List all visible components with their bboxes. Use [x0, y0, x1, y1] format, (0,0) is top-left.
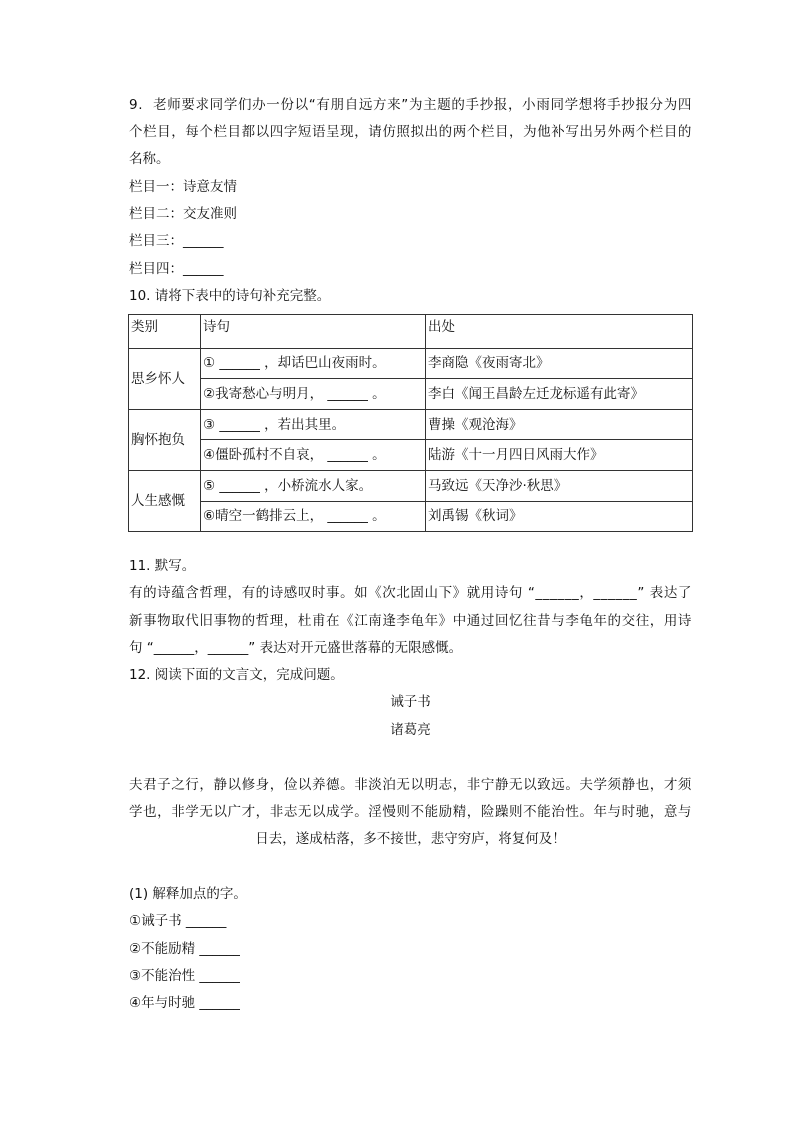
q11-line-1: 有的诗蕴含哲理，有的诗感叹时事。如《次北固山下》就用诗句 “______，______” 表达了 — [129, 585, 692, 601]
source-cell: 李商隐《夜雨寄北》 — [426, 348, 693, 379]
classical-text-author: 诸葛亮 — [390, 722, 431, 738]
q9-column-3-blank[interactable]: 栏目三：______ — [129, 233, 224, 249]
poem-line-cell[interactable]: ②我寄愁心与明月， ______ 。 — [201, 379, 426, 410]
q9-line-2: 个栏目，每个栏目都以四字短语呈现，请仿照拟出的两个栏目，为他补写出另外两个栏目的 — [129, 124, 692, 140]
category-cell: 人生感慨 — [129, 470, 201, 531]
q10-title: 10. 请将下表中的诗句补充完整。 — [129, 288, 331, 304]
q11-title: 11. 默写。 — [129, 558, 196, 574]
q9-column-2: 栏目二：交友准则 — [129, 206, 237, 222]
source-cell: 刘禹锡《秋词》 — [426, 501, 693, 532]
source-cell: 李白《闻王昌龄左迁龙标遥有此寄》 — [426, 379, 693, 410]
q9-column-4-blank[interactable]: 栏目四：______ — [129, 261, 224, 277]
q12-answer-item[interactable]: ③不能治性 ______ — [129, 968, 240, 984]
q12-answer-item[interactable]: ②不能励精 ______ — [129, 941, 240, 957]
q9-line-1: 9. 老师要求同学们办一份以“有朋自远方来”为主题的手抄报，小雨同学想将手抄报分为四 — [129, 97, 692, 113]
table-row — [129, 440, 693, 471]
poem-line-cell[interactable]: ④僵卧孤村不自哀， ______ 。 — [201, 440, 426, 471]
category-cell: 思乡怀人 — [129, 348, 201, 409]
header-source: 出处 — [426, 315, 693, 349]
q12-answer-item[interactable]: ④年与时驰 ______ — [129, 995, 240, 1011]
classical-text-title: 诫子书 — [390, 694, 431, 710]
poem-line-cell[interactable]: ① ______ ，却话巴山夜雨时。 — [201, 348, 426, 379]
poem-line-cell[interactable]: ⑤ ______ ，小桥流水人家。 — [201, 470, 426, 501]
table-row — [129, 379, 693, 410]
classical-text-line-2: 学也，非学无以广才，非志无以成学。淫慢则不能励精，险躁则不能治性。年与时驰，意与 — [129, 804, 692, 820]
header-category: 类别 — [129, 315, 201, 349]
table-header-row — [129, 315, 693, 349]
q12-answer-item[interactable]: ①诫子书 ______ — [129, 913, 227, 929]
poem-table — [128, 314, 693, 532]
classical-text-line-1: 夫君子之行，静以修身，俭以养德。非淡泊无以明志，非宁静无以致远。夫学须静也，才须 — [129, 777, 692, 793]
q9-column-1: 栏目一：诗意友情 — [129, 179, 237, 195]
header-poem-line: 诗句 — [201, 315, 426, 349]
q11-line-2: 新事物取代旧事物的哲理，杜甫在《江南逢李龟年》中通过回忆往昔与李龟年的交往，用诗 — [129, 613, 692, 629]
q9-line-3: 名称。 — [129, 151, 170, 167]
table-row — [129, 470, 693, 501]
source-cell: 曹操《观沧海》 — [426, 409, 693, 440]
poem-line-cell[interactable]: ③ ______ ，若出其里。 — [201, 409, 426, 440]
category-cell: 胸怀抱负 — [129, 409, 201, 470]
table-row — [129, 501, 693, 532]
source-cell: 马致远《天净沙·秋思》 — [426, 470, 693, 501]
q12-title: 12. 阅读下面的文言文，完成问题。 — [129, 667, 344, 683]
q12-subquestion-1: (1) 解释加点的字。 — [129, 886, 247, 902]
q11-line-3: 句 “______，______” 表达对开元盛世落幕的无限感慨。 — [129, 640, 463, 656]
source-cell: 陆游《十一月四日风雨大作》 — [426, 440, 693, 471]
table-row — [129, 409, 693, 440]
classical-text-line-3: 日去，遂成枯落，多不接世，悲守穷庐，将复何及！ — [255, 831, 566, 847]
table-row — [129, 348, 693, 379]
poem-line-cell[interactable]: ⑥晴空一鹤排云上， ______ 。 — [201, 501, 426, 532]
